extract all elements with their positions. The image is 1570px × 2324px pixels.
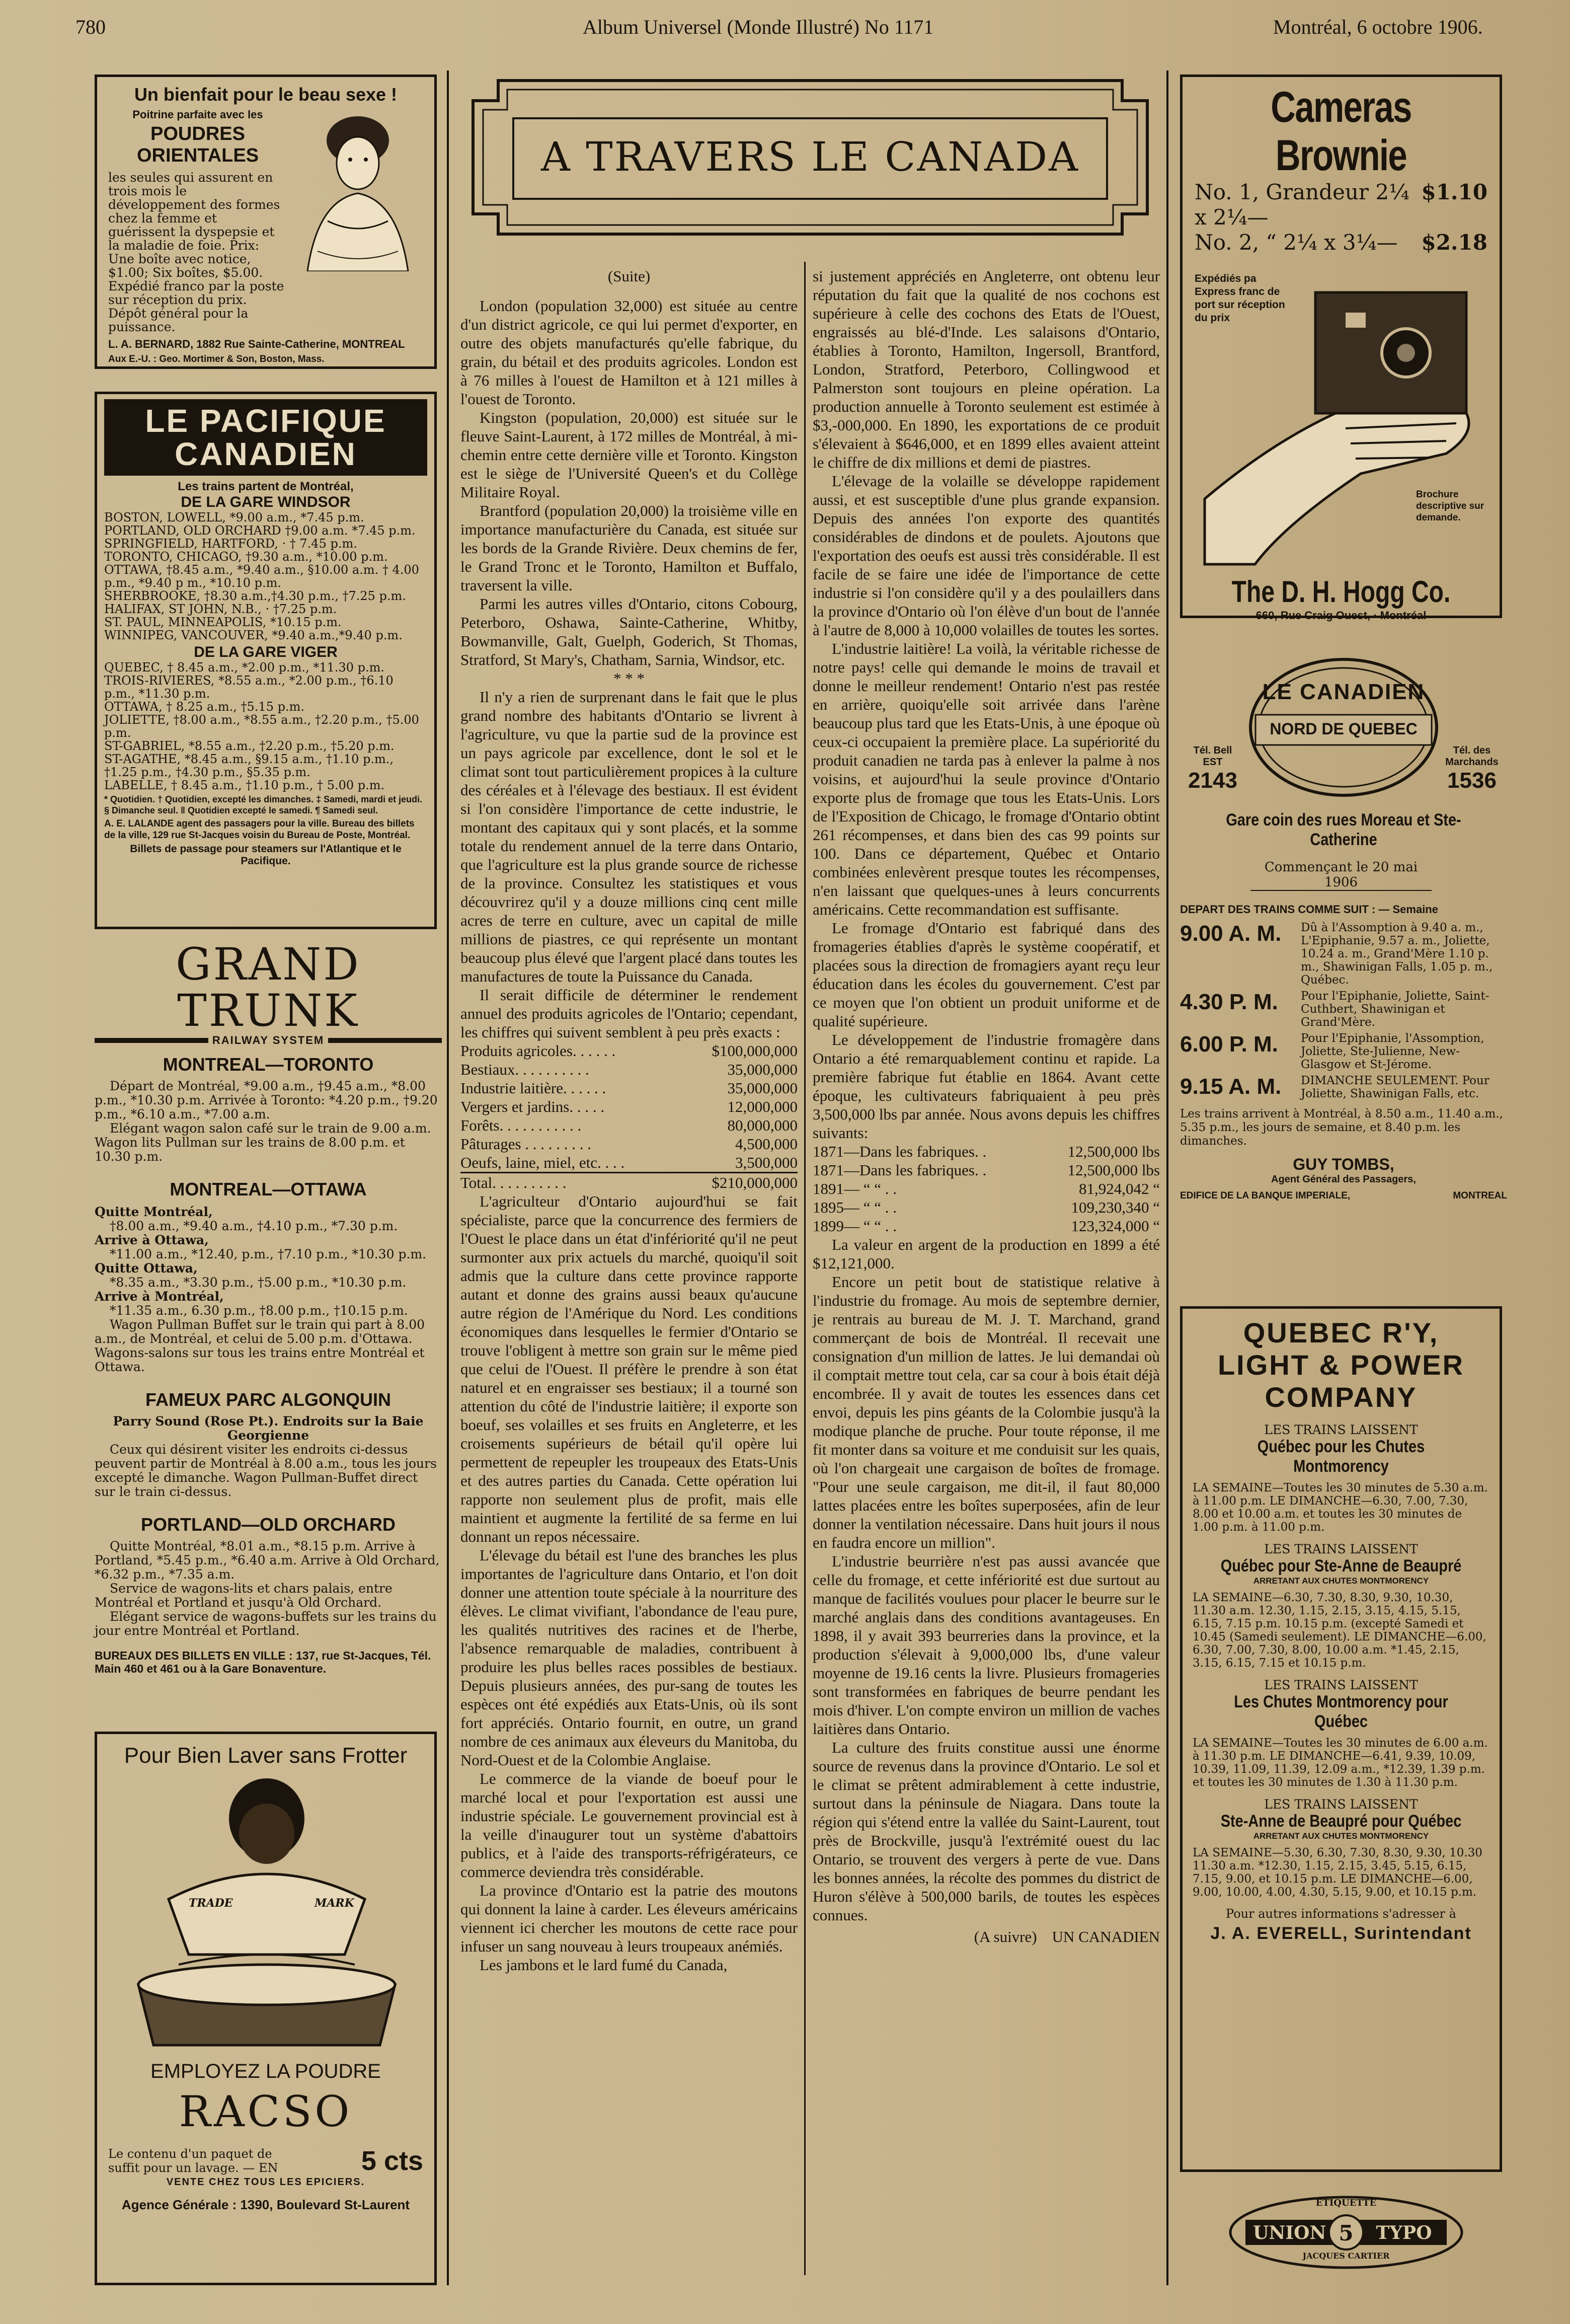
- quebec-section: [1193, 1542, 1489, 1670]
- table-row: [460, 1153, 798, 1173]
- table-cell-value: 4,500,000: [735, 1135, 798, 1153]
- table-row: [813, 1161, 1160, 1179]
- section-heading: Québec pour les Chutes Montmorency: [1257, 1437, 1425, 1476]
- tel-label: Marchands: [1445, 757, 1499, 768]
- racso-content-line: suffit pour un lavage. — EN: [108, 2161, 278, 2175]
- hogg-address: 660, Rue Craig Ouest, · Montréal: [1255, 609, 1427, 622]
- article-paragraph: Il n'y a rien de surprenant dans le fait que le plus grand nombre des habitants d'Ontario se livrent à l'agriculture, vu que la partie sud de la province est un pays agricole par excellence, dont le sol et le climat sont tout particulièrement propices à la culture des céréales et à l'élevage des bestiaux. Il est évident si l'on considère l'importance de cette industrie, le montant des capitaux qui y sont placés, et la somme totale du rendement annuel de la terre dans Ontario, que l'agriculture est la plus grande source de richesse de la province. Consultez les statistiques et vous découvrirez qu'il y a douze millions cinq cent mille acres de terre en culture, avec un capital de mille millions de piastres, ce qui représente un montant beaucoup plus élevé que l'argent placé dans toutes les manufactures de toute la Puissance du Canada.: [460, 688, 798, 985]
- timetable-line: TROIS-RIVIERES, *8.55 a.m., *2.00 p.m., †6.10 p.m., *11.30 p.m.: [104, 673, 394, 701]
- section-lead: LES TRAINS LAISSENT: [1264, 1422, 1418, 1437]
- ad-body: les seules qui assurent en trois mois le développement des formes chez la femme et guérissent la dyspepsie et la maladie de foie. Prix: Une boîte avec notice, $1.00; Six boîtes, $5.00. Expédié franco par la poste sur réception du prix. Dépôt général pour la puissance.: [108, 170, 284, 334]
- quebec-title-3: COMPANY: [1265, 1381, 1418, 1413]
- table-row: [460, 1079, 798, 1097]
- production-table: [460, 1041, 798, 1192]
- article-paragraph: L'élevage de la volaille se développe rapidement aussi, et est susceptible d'une plus grande expansion. Depuis des années l'on exporte des quantités considérables de dindons et de poulets. Ajoutons que l'exportation des oeufs est aussi très considérable. Il est facile de se faire une idée de l'importance de cette industrie si l'on considère qu'il y a des poulaillers dans la province d'Ontario où l'on élève d'un bout de l'année à l'autre de 8,000 à 10,000 volailles de toutes les sortes.: [813, 472, 1160, 639]
- pacifique-banner: [104, 399, 427, 476]
- page-number: 780: [75, 16, 106, 38]
- washerwoman-illustration: [108, 1773, 423, 2055]
- schedule-times: †8.00 a.m., *9.40 a.m., †4.10 p.m., *7.30 p.m.: [110, 1219, 398, 1233]
- pacifique-steamers: Billets de passage pour steamers sur l'Atlantique et le Pacifique.: [130, 843, 402, 867]
- departure-row: [1180, 921, 1507, 987]
- union-word: UNION: [1253, 2222, 1326, 2243]
- agent-name: GUY TOMBS,: [1293, 1155, 1394, 1173]
- route-heading: MONTREAL—OTTAWA: [170, 1179, 367, 1200]
- table-cell-value: 35,000,000: [727, 1061, 798, 1078]
- article-paragraph: La culture des fruits constitue aussi une énorme source de revenus dans la province d'Ontario. Le sol et le climat se prêtent admirablement à cette industrie, surtout dans la péninsule de Niagara. Dans toute la région qui s'étend entre la vallée du Saint-Laurent, tout près de Brockville, jusqu'à l'extrémité ouest du lac Ontario, se trouvent des vergers à perte de vue. Dans les bonnes années, la récolte des pommes du district de Huron s'élève à 500,000 barils, de toutes les espèces connues.: [813, 1739, 1160, 1924]
- quebec-title-1: QUEBEC R'Y,: [1243, 1317, 1439, 1348]
- union-bottom-text: JACQUES CARTIER: [1302, 2251, 1390, 2261]
- section-body: LA SEMAINE—Toutes les 30 minutes de 5.30 a.m. à 11.00 p.m. LE DIMANCHE—6.30, 7.00, 7.30, 8.00 et 10.00 a.m. et toutes les 30 minutes de 1.00 p.m. à 11.00 p.m.: [1193, 1481, 1488, 1534]
- more-info: Pour autres informations s'adresser à: [1226, 1907, 1456, 1921]
- timetable-line: PORTLAND, OLD ORCHARD †9.00 a.m. *7.45 p.m.: [104, 523, 416, 538]
- ad-subline: Poitrine parfaite avec les: [132, 108, 263, 121]
- tel-label: Tél. Bell: [1193, 745, 1232, 756]
- union-top-text: ETIQUETTE: [1315, 2198, 1377, 2208]
- gare-location: Gare coin des rues Moreau et Ste-Catherine: [1226, 810, 1461, 849]
- suite-label: (Suite): [607, 267, 651, 285]
- departure-detail: Pour l'Epiphanie, l'Assomption, Joliette, Ste-Julienne, New-Glasgow et St-Jérome.: [1301, 1032, 1484, 1071]
- departure-detail: Pour l'Epiphanie, Joliette, Saint-Cuthbert, Shawinigan et Grand'Mère.: [1301, 990, 1489, 1029]
- table-cell-label: Bestiaux. . . . . . . . . .: [460, 1061, 589, 1078]
- tel-number: 2143: [1188, 768, 1237, 793]
- article-column-2: [813, 267, 1160, 1946]
- article-paragraph: L'agriculteur d'Ontario aujourd'hui se fait spécialiste, parce que la concurrence des fermiers de l'Ouest le place dans un état d'infériorité qu'il ne peut surmonter aux prix actuels du marché, quoiqu'il soit admis que la culture dans cette province rapporte autant et donne des grains aussi beaux qu'aucune autre région de l'Amérique du Nord. Les conditions économiques dans lesquelles le fermier d'Ontario se trouve l'obligent à mettre son grain sur le même pied que celui de l'Ouest. Il préfère le prendre à son état naturel et en engraisser ses bestiaux; il a tourné son attention du côté de l'industrie laitière; il exporte son boeuf, ses volailles et ses fruits en Angleterre, et les croisements supérieurs de bétail qu'il opère lui permettent de repeupler les troupeaux des Etats-Unis et des autres parties du Canada. Cette opération lui rapporte non seulement plus de profit, mais elle maintient et augmente la fertilité de sa ferme en lui donnant un repos nécessaire.: [460, 1192, 798, 1545]
- table-cell-label: 1871—Dans les fabriques. .: [813, 1161, 987, 1179]
- tel-label: Tél. des: [1453, 745, 1491, 756]
- table-cell-label: 1899— “ “ . .: [813, 1217, 897, 1235]
- table-cell-label: Produits agricoles. . . . . .: [460, 1042, 616, 1060]
- table-cell-label: 1891— “ “ . .: [813, 1180, 897, 1197]
- article-title-frame: [463, 70, 1157, 244]
- section-lead: LES TRAINS LAISSENT: [1264, 1678, 1418, 1692]
- price-line-value: $2.18: [1421, 230, 1487, 255]
- departure-time: 9.15 A. M.: [1180, 1074, 1282, 1099]
- section-body: LA SEMAINE—Toutes les 30 minutes de 6.00 a.m. à 11.30 p.m. LE DIMANCHE—6.41, 9.39, 10.09, 10.39, 11.09, 11.39, 12.09 a.m., *12.39, 1.39 p.m. et toutes les 30 minutes de 1.30 à 11.30 p.m.: [1193, 1737, 1488, 1789]
- grand-trunk-ad: [95, 938, 442, 1696]
- quebec-title-2: LIGHT & POWER: [1217, 1349, 1465, 1381]
- article-paragraph: Le fromage d'Ontario est fabriqué dans des fromageries établies d'après le système coopératif, et placées sous la direction de fromagiers ayant reçu leur éducation dans les écoles du gouvernement. C'est par ce moyen que l'on obtient un produit uniforme et de qualité supérieure.: [813, 919, 1160, 1030]
- ad-headline: Un bienfait pour le beau sexe !: [134, 84, 398, 105]
- table-cell-value: $210,000,000: [712, 1174, 798, 1191]
- column-rule: [1166, 70, 1168, 2285]
- article-column-1: [460, 267, 798, 1974]
- table-cell-value: 12,500,000 lbs: [1067, 1143, 1160, 1160]
- route-text: Quitte Montréal, *8.01 a.m., *8.15 p.m. Arrive à Portland, *5.45 p.m., *6.40 a.m. Arrive à Old Orchard, *6.32 p.m., *7.35 a.m.: [95, 1539, 440, 1582]
- section-body: LA SEMAINE—6.30, 7.30, 8.30, 9.30, 10.30, 11.30 a.m. 12.30, 1.15, 2.15, 3.15, 4.15, 5.15, 6.15, 7.15 p.m. 10.15 p.m. (excepté Samedi et 10.45 (Samedi seulement). LE DIMANCHE—6.00, 6.30, 7.00, 7.30, 8.00, 10.00 a.m. *1.45, 2.15, 3.15, 6.15, 7.15 et 10.15 p.m.: [1193, 1591, 1486, 1670]
- table-total-row: [460, 1173, 798, 1192]
- table-cell-label: Pâturages . . . . . . . . .: [460, 1135, 592, 1153]
- departure-detail: DIMANCHE SEULEMENT. Pour Joliette, Shawinigan Falls, etc.: [1301, 1074, 1489, 1100]
- pacifique-canadien-ad: [95, 392, 437, 929]
- section-sub: ARRETANT AUX CHUTES MONTMORENCY: [1253, 1576, 1429, 1586]
- timetable-line: ST-GABRIEL, *8.55 a.m., †2.20 p.m., †5.20 p.m.: [104, 739, 395, 753]
- article-paragraph: Parmi les autres villes d'Ontario, citons Cobourg, Peterboro, Oshawa, Sainte-Catherine, Whitby, Bowmanville, Galt, Guelph, Goderich, St Thomas, Stratford, St Mary's, Chatham, Sarnia, Windsor, etc.: [460, 595, 798, 668]
- route-heading: PORTLAND—OLD ORCHARD: [141, 1514, 396, 1535]
- table-cell-label: Industrie laitière. . . . . .: [460, 1079, 606, 1097]
- departure-row: [1180, 990, 1507, 1029]
- section-separator: * * *: [613, 669, 645, 687]
- price-line-value: $1.10: [1421, 180, 1487, 204]
- brochure-note: Brochure descriptive sur demande.: [1416, 489, 1484, 523]
- column-rule: [447, 70, 449, 2285]
- racso-content-line: Le contenu d'un paquet de: [108, 2147, 272, 2161]
- railway-system-label: RAILWAY SYSTEM: [212, 1034, 325, 1046]
- superintendent: J. A. EVERELL, Surintendant: [1210, 1924, 1472, 1943]
- canadien-nord-quebec-ad: [1180, 654, 1507, 1258]
- price-line-label: No. 1, Grandeur 2¼ x 2¼—: [1195, 180, 1409, 230]
- viger-timetable: [104, 661, 427, 792]
- agent-city: MONTREAL: [1453, 1190, 1507, 1201]
- timetable-line: WINNIPEG, VANCOUVER, *9.40 a.m.,*9.40 p.m.: [104, 628, 403, 642]
- table-row: [460, 1097, 798, 1116]
- table-cell-value: 3,500,000: [735, 1154, 798, 1171]
- camera-in-hand-illustration: [1195, 262, 1492, 574]
- table-cell-value: 80,000,000: [727, 1116, 798, 1134]
- table-cell-label: 1895— “ “ . .: [813, 1198, 897, 1216]
- page-header-date: Montréal, 6 octobre 1906.: [1273, 16, 1483, 38]
- a-suivre: (A suivre): [974, 1928, 1037, 1945]
- article-paragraph: Le commerce de la viande de boeuf pour le marché local et pour l'exportation est aussi une industrie spéciale. Le gouvernement provincial est à la veille d'inaugurer tout un système d'abattoirs publics, et à l'aide des transports-réfrigérateurs, ce commerce deviendra très considérable.: [460, 1770, 798, 1881]
- route-text: Elégant service de wagons-buffets sur les trains du jour entre Montréal et Portland.: [95, 1609, 437, 1638]
- timetable-line: ST. PAUL, MINNEAPOLIS, *10.15 p.m.: [104, 615, 342, 629]
- table-row: [460, 1060, 798, 1079]
- schedule-label: Arrive à Montréal,: [95, 1289, 224, 1304]
- racso-ad: [95, 1732, 437, 2285]
- route-text: Elégant wagon salon café sur le train de 9.00 a.m. Wagon lits Pullman sur les trains de 8.00 p.m. et 10.30 p.m.: [95, 1121, 431, 1164]
- grand-trunk-title: GRAND TRUNK: [176, 938, 361, 1036]
- article-paragraph: La province d'Ontario est la patrie des moutons qui donnent la laine à carder. Les éleveurs américains viennent ici chercher les moutons de cette race pour infuser un sang nouveau à leurs troupeaux anémiés.: [460, 1882, 798, 1955]
- article-paragraph: La valeur en argent de la production en 1899 a été $12,121,000.: [813, 1236, 1160, 1272]
- shipping-note: Expédiés pa Express franc de port sur réception du prix: [1195, 273, 1285, 324]
- commencing-date: Commençant le 20 mai 1906: [1250, 860, 1432, 891]
- article-signature: UN CANADIEN: [1052, 1928, 1160, 1945]
- ticket-office: BUREAUX DES BILLETS EN VILLE : 137, rue St-Jacques, Tél. Main 460 et 461 ou à la Gare Bonaventure.: [95, 1649, 431, 1675]
- timetable-line: LABELLE, † 8.45 a.m., †1.10 p.m., † 5.00 p.m.: [104, 778, 385, 792]
- table-cell-value: 12,500,000 lbs: [1067, 1161, 1160, 1179]
- timetable-line: BOSTON, LOWELL, *9.00 a.m., *7.45 p.m.: [104, 510, 364, 524]
- product-name: POUDRES ORIENTALES: [136, 123, 259, 166]
- badge-title: LE CANADIEN: [1262, 680, 1425, 704]
- quebec-section: [1193, 1678, 1489, 1789]
- article-paragraph: L'industrie beurrière n'est pas aussi avancée que celle du fromage, et cette infériorité est due surtout au manque de facilités voulues pour placer le beurre sur le marché anglais dans des conditions avantageuses. En 1898, il y avait 393 beurreries dans la province, et la production s'élevait à 9,000,000 lbs, d'une valeur moyenne de 19.16 cents la livre. Plusieurs fromageries sont transformées en fabriques de beurre pendant les mois d'hiver. L'on compte environ un million de vaches laitières dans Ontario.: [813, 1552, 1160, 1738]
- article-paragraph: Brantford (population 20,000) la troisième ville en importance manufacturière du Canada, est située sur les bords de la Grande Rivière. Deux chemins de fer, le Grand Tronc et le Toronto, Hamilton et Buffalo, traversent la ville.: [460, 502, 798, 594]
- table-cell-value: 12,000,000: [727, 1098, 798, 1115]
- table-row: [460, 1135, 798, 1153]
- timetable-line: SPRINGFIELD, HARTFORD, · † 7.45 p.m.: [104, 537, 357, 551]
- gare-viger-heading: DE LA GARE VIGER: [194, 644, 338, 660]
- article-paragraph: L'élevage du bétail est l'une des branches les plus importantes de l'agriculture dans Ontario, et l'on doit donner une attention toute spéciale à la nourriture des élèves. Le climat vivifiant, l'abondance de l'eau pure, les qualités nutritives des racines et de l'herbe, l'absence remarquable de maladies, contribuent à produire les plus belles races possibles de bestiaux. Depuis plusieurs années, des pur-sang de toutes les espèces ont été expédiés aux Etats-Unis, où ils sont fort appréciés. Ontario fournit, en outre, un grand nombre de ces animaux aux éleveurs du Manitoba, du Nord-Ouest et de la Colombie Anglaise.: [460, 1546, 798, 1769]
- article-paragraph: Les jambons et le lard fumé du Canada,: [480, 1956, 728, 1974]
- schedule-times: *11.00 a.m., *12.40, p.m., †7.10 p.m., *10.30 p.m.: [110, 1247, 427, 1261]
- quebec-section: [1193, 1422, 1489, 1534]
- table-row: [813, 1217, 1160, 1235]
- tel-marchands: [1437, 745, 1507, 793]
- section-body: LA SEMAINE—5.30, 6.30, 7.30, 8.30, 9.30, 10.30 11.30 a.m. *12.30, 1.15, 2.15, 3.45, 5.15, 6.15, 7.15, 9.00, et 10.15 p.m. LE DIMANCHE—6.00, 9.00, 10.00, 4.00, 4.30, 5.15, 9.00, et 10.15 p.m.: [1193, 1846, 1482, 1899]
- section-heading: Ste-Anne de Beaupré pour Québec: [1220, 1812, 1462, 1831]
- section-lead: LES TRAINS LAISSENT: [1264, 1542, 1418, 1556]
- tel-label: EST: [1203, 757, 1223, 768]
- table-cell-value: $100,000,000: [712, 1042, 798, 1060]
- section-lead: LES TRAINS LAISSENT: [1264, 1797, 1418, 1812]
- table-cell-value: 109,230,340 “: [1071, 1198, 1160, 1216]
- article-paragraph: Encore un petit bout de statistique relative à l'industrie du fromage. Au mois de septembre dernier, je rentrais au bureau de M. J. T. Marchand, grand commerçant de bois de Montréal. Il recevait une consignation d'un million de lattes. Je lui demandai où il comptait mettre tout cela, car sa cour à bois était déjà encombrée. Il y avait de toutes les essences dans cet envoi, depuis les pins géants de la Colombie jusqu'à la modique planche de pruche. Pour toute réponse, il me fit monter dans sa voiture et me conduisit sur les quais, où l'on chargeait une cargaison de boîtes de fromage. "Pour une seule cargaison, me dit-il, il faut 80,000 lattes placées entre les boîtes superposées, afin de leur donner la ventilation nécessaire. Dans huit jours il nous en faudra encore un million".: [813, 1273, 1160, 1551]
- ad-address: L. A. BERNARD, 1882 Rue Sainte-Catherine, MONTREAL: [108, 338, 405, 350]
- departure-heading: DEPART DES TRAINS COMME SUIT : — Semaine: [1180, 903, 1438, 916]
- hogg-company: The D. H. Hogg Co.: [1231, 575, 1451, 609]
- route-text: Service de wagons-lits et chars palais, entre Montréal et Portland et jusqu'à Old Orchard.: [95, 1581, 392, 1610]
- union-typo-label: [1225, 2195, 1467, 2270]
- table-row: [813, 1142, 1160, 1161]
- departure-time: 4.30 P. M.: [1180, 990, 1278, 1014]
- departure-time: 9.00 A. M.: [1180, 921, 1282, 946]
- article-paragraph: si justement appréciés en Angleterre, ont obtenu leur réputation du fait que la qualité de nos cochons est supérieure à celle des cochons des Etats de l'Ouest, engraissés au blé-d'Inde. Les salaisons d'Ontario, établies à Toronto, Hamilton, Ingersoll, Brantford, London, Stratford, Peterboro, Collingwood et Palmerston sont toujours en pleine opération. La production annuelle à Toronto seulement est estimée à $3,-000,000. En 1890, les exportations de ce produit s'élevaient à $646,000, et en 1899 elles avaient atteint le chiffre de dix millions et demi de piastres.: [813, 267, 1160, 471]
- timetable-notes: * Quotidien. † Quotidien, excepté les dimanches. ‡ Samedi, mardi et jeudi. § Dimanche seul. ‖ Quotidien excepté le samedi. ¶ Samedi seul.: [104, 794, 423, 815]
- quebec-section: [1193, 1797, 1489, 1899]
- mark-label: MARK: [315, 1897, 354, 1910]
- timetable-line: HALIFAX, ST JOHN, N.B., · †7.25 p.m.: [104, 602, 337, 616]
- section-heading: Québec pour Ste-Anne de Beaupré: [1220, 1556, 1462, 1576]
- departure-row: [1180, 1074, 1507, 1100]
- timetable-line: TORONTO, CHICAGO, †9.30 a.m., *10.00 p.m.: [104, 550, 388, 564]
- table-cell-label: Forêts. . . . . . . . . . .: [460, 1116, 582, 1134]
- price-line-label: No. 2, “ 2¼ x 3¼—: [1195, 230, 1398, 255]
- route-text: Wagon Pullman Buffet sur le train qui part à 8.00 a.m., de Montréal, et celui de 5.00 p.m. d'Ottawa. Wagons-salons sur tous les trains entre Montréal et Ottawa.: [95, 1317, 425, 1374]
- racso-employez: EMPLOYEZ LA POUDRE: [150, 2060, 381, 2082]
- table-cell-label: Vergers et jardins. . . . .: [460, 1098, 605, 1115]
- arrival-note: Les trains arrivent à Montréal, à 8.50 a.m., 11.40 a.m., 5.35 p.m., les jours de semaine, et 8.40 p.m. les dimanches.: [1180, 1107, 1503, 1148]
- article-paragraph: L'industrie laitière! La voilà, la véritable richesse de notre pays! celle qui demande le moins de travail et donne le meilleur rendement! Ontario n'est pas restée en arrière, quoiqu'elle soit arrivée dans l'arène beaucoup plus tard que les Etats-Unis, à une époque où ceux-ci occupaient la première place. La supériorité du produit canadien ne tarda pas à enlever la palme à nos voisins, et aujourd'hui la seule province d'Ontario exporte plus de fromage que tous les Etats-Unis. Lors de l'Exposition de Chicago, le fromage d'Ontario obtint 261 récompenses, et dans bien des cas 99 points sur 100. Dans ce département, Québec et Ontario combinées enlevèrent presque toutes les récompenses, n'en laissant que quelques-unes à leurs concurrents américains. Cette recommandation est suffisante.: [813, 640, 1160, 918]
- lady-portrait-illustration: [287, 105, 423, 271]
- union-number: 5: [1339, 2221, 1354, 2245]
- agent-building: EDIFICE DE LA BANQUE IMPERIALE,: [1180, 1190, 1351, 1201]
- route-heading: MONTREAL—TORONTO: [163, 1054, 374, 1075]
- racso-price: 5 cts: [361, 2146, 423, 2176]
- table-cell-label: 1871—Dans les fabriques. .: [813, 1143, 987, 1160]
- cheese-production-table: [813, 1142, 1160, 1235]
- racso-tagline: Pour Bien Laver sans Frotter: [124, 1743, 408, 1768]
- badge-subtitle: NORD DE QUEBEC: [1270, 720, 1418, 738]
- departure-time: 6.00 P. M.: [1180, 1032, 1278, 1057]
- article-title: A TRAVERS LE CANADA: [541, 133, 1079, 180]
- departure-row: [1180, 1032, 1507, 1071]
- timetable-line: OTTAWA, †8.45 a.m., *9.40 a.m., §10.00 a.m. † 4.00 p.m., *9.40 p m., *10.10 p.m.: [104, 563, 419, 590]
- schedule-label: Quitte Montréal,: [95, 1205, 213, 1219]
- section-heading: Les Chutes Montmorency pour Québec: [1234, 1692, 1448, 1731]
- racso-vente: VENTE CHEZ TOUS LES EPICIERS.: [166, 2177, 365, 2188]
- column-rule: [804, 262, 806, 2275]
- poudres-orientales-ad: [95, 74, 437, 369]
- typo-word: TYPO: [1376, 2222, 1432, 2243]
- article-paragraph: Le développement de l'industrie fromagère dans Ontario a été remarquablement continu et rapide. La première fabrique fut établie en 1864. Avant cette époque, les cultivateurs fabriquaient à peu près 3,500,000 lbs par année. Nous avons depuis les chiffres suivants:: [813, 1031, 1160, 1142]
- article-paragraph: Il serait difficile de déterminer le rendement annuel des produits agricoles de l'Ontario; cependant, les chiffres qui suivent semblent à peu près exacts :: [460, 986, 798, 1041]
- schedule-times: *11.35 a.m., 6.30 p.m., †8.00 p.m., †10.15 p.m.: [110, 1303, 408, 1318]
- pacifique-intro: Les trains partent de Montréal,: [178, 480, 354, 493]
- timetable-line: ST-AGATHE, *8.45 a.m., §9.15 a.m., †1.10 p.m., †1.25 p.m., †4.30 p.m., §5.35 p.m.: [104, 752, 394, 779]
- schedule-label: Arrive à Ottawa,: [95, 1233, 209, 1247]
- timetable-line: QUEBEC, † 8.45 a.m., *2.00 p.m., *11.30 p.m.: [104, 660, 385, 674]
- table-row: [813, 1198, 1160, 1217]
- racso-product-name: RACSO: [179, 2087, 353, 2136]
- tel-bell: [1180, 745, 1245, 793]
- departures-list: [1180, 921, 1507, 1100]
- route-text: Parry Sound (Rose Pt.). Endroits sur la Baie Georgienne: [113, 1414, 424, 1443]
- brownie-camera-ad: [1180, 74, 1502, 622]
- windsor-timetable: [104, 511, 427, 642]
- pacifique-title-1: LE PACIFIQUE: [145, 403, 386, 439]
- gare-windsor-heading: DE LA GARE WINDSOR: [181, 494, 351, 510]
- table-cell-value: 35,000,000: [727, 1079, 798, 1097]
- route-heading: FAMEUX PARC ALGONQUIN: [145, 1389, 391, 1410]
- table-cell-value: 81,924,042 “: [1078, 1180, 1160, 1197]
- table-row: [813, 1179, 1160, 1198]
- article-paragraph: Kingston (population, 20,000) est située sur le fleuve Saint-Laurent, à 172 milles de Montréal, à mi-chemin entre cette dernière ville et Toronto. Kingston est le siège de l'Université Queen's et du Collège Militaire Royal.: [460, 409, 798, 501]
- ad-us-address: Aux E.-U. : Geo. Mortimer & Son, Boston, Mass.: [108, 354, 325, 364]
- section-sub: ARRETANT AUX CHUTES MONTMORENCY: [1253, 1831, 1429, 1841]
- schedule-label: Quitte Ottawa,: [95, 1261, 198, 1276]
- departure-detail: Dû à l'Assomption à 9.40 a. m., L'Epiphanie, 9.57 a. m., Joliette, 10.24 a. m., Grand'Mère 1.10 p. m., Shawinigan Falls, 1.05 p. m., Québec.: [1301, 921, 1493, 987]
- brownie-title: Cameras Brownie: [1271, 83, 1411, 180]
- table-cell-value: 123,324,000 “: [1071, 1217, 1160, 1235]
- table-row: [460, 1116, 798, 1135]
- pacifique-agent: A. E. LALANDE agent des passagers pour la ville. Bureau des billets de la ville, 129 rue St-Jacques voisin du Bureau de Poste, Montréal.: [104, 818, 415, 841]
- tel-number: 1536: [1447, 768, 1497, 793]
- route-text: Ceux qui désirent visiter les endroits ci-dessus peuvent partir de Montréal à 8.00 a.m., tous les jours excepté le dimanche. Wagon Pullman-Buffet direct sur le train ci-dessus.: [95, 1442, 437, 1499]
- article-paragraph: London (population 32,000) est située au centre d'un district agricole, ce qui lui permet d'exporter, en outre des objets manufacturés qu'elle fabrique, du grain, du bétail et des produits agricoles. London est à 76 milles à l'ouest de Hamilton et à 121 milles à l'ouest de Toronto.: [460, 297, 798, 408]
- timetable-line: SHERBROOKE, †8.30 a.m.,†4.30 p.m., †7.25 p.m.: [104, 589, 406, 603]
- racso-agence: Agence Générale : 1390, Boulevard St-Laurent: [121, 2197, 410, 2212]
- pacifique-title-2: CANADIEN: [175, 436, 357, 472]
- schedule-times: *8.35 a.m., *3.30 p.m., †5.00 p.m., *10.30 p.m.: [110, 1275, 407, 1290]
- table-cell-label: Oeufs, laine, miel, etc. . . .: [460, 1154, 625, 1171]
- trade-label: TRADE: [189, 1897, 233, 1910]
- quebec-railway-ad: [1180, 1306, 1502, 2172]
- table-cell-label: Total. . . . . . . . . .: [460, 1174, 567, 1191]
- timetable-line: OTTAWA, † 8.25 a.m., †5.15 p.m.: [104, 700, 304, 714]
- agent-title: Agent Général des Passagers,: [1271, 1174, 1416, 1185]
- timetable-line: JOLIETTE, †8.00 a.m., *8.55 a.m., †2.20 p.m., †5.00 p.m.: [104, 713, 419, 740]
- route-text: Départ de Montréal, *9.00 a.m., †9.45 a.m., *8.00 p.m., *10.30 p.m. Arrivée à Toronto: *4.20 p.m., †9.20 p.m., *6.10 a.m., *7.00 a.m.: [95, 1079, 438, 1121]
- table-row: [460, 1041, 798, 1060]
- page-header-title: Album Universel (Monde Illustré) No 1171: [583, 16, 934, 38]
